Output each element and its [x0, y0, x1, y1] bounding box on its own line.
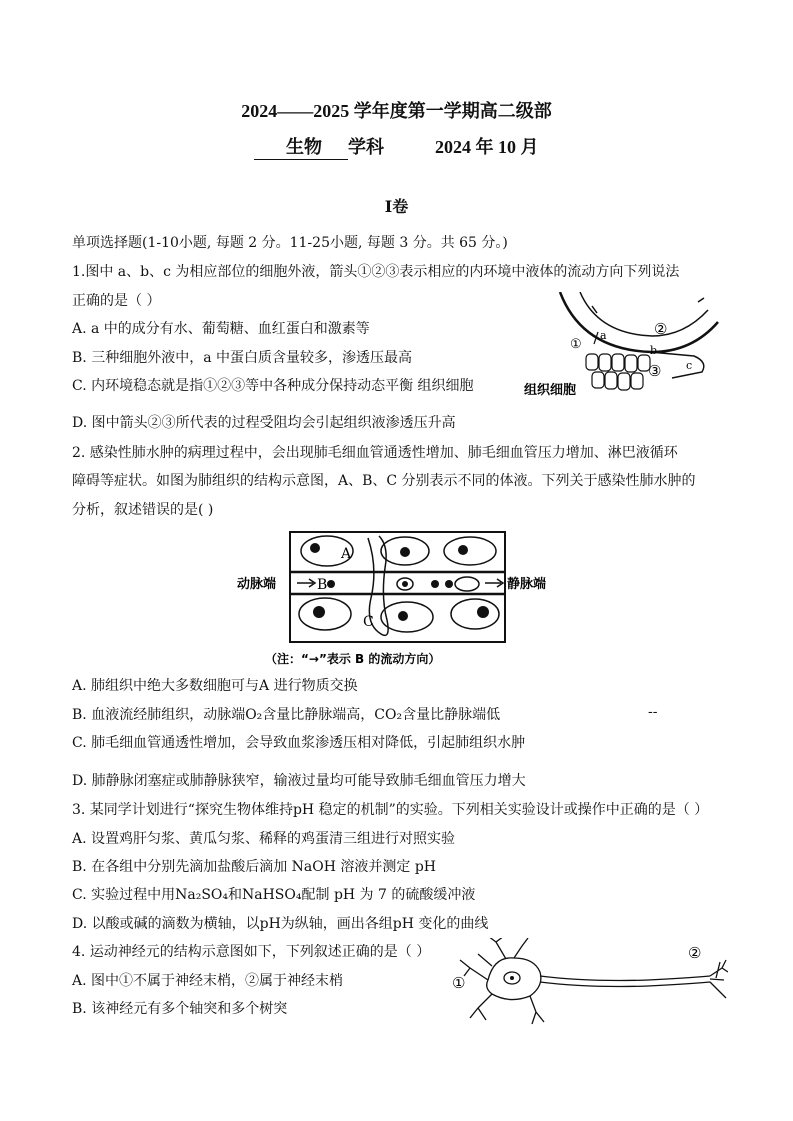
q3-option-d: D. 以酸或碱的滴数为横轴，以pH为纵轴，画出各组pH 变化的曲线 [72, 916, 489, 932]
q1-option-a: A. a 中的成分有水、葡萄糖、血红蛋白和激素等 [72, 321, 370, 337]
q1-label-b: b [650, 344, 658, 357]
q1-label-c: c [686, 359, 693, 372]
q2-caption: （注：“→”表示 B 的流动方向） [265, 652, 441, 666]
exam-title: 2024——2025 学年度第一学期高二级部 [241, 101, 552, 121]
q1-label-n1: ① [570, 337, 582, 352]
q2-option-a: A. 肺组织中绝大多数细胞可与A 进行物质交换 [72, 678, 358, 694]
q2-label-B: B [317, 577, 328, 593]
q3-option-b: B. 在各组中分别先滴加盐酸后滴加 NaOH 溶液并测定 pH [72, 859, 436, 875]
q1-label-n2: ② [654, 320, 668, 338]
q4-option-b: B. 该神经元有多个轴突和多个树突 [72, 1001, 288, 1017]
q1-option-c: C. 内环境稳态就是指①②③等中各种成分保持动态平衡 组织细胞 [72, 378, 474, 394]
q2-label-A: A [341, 546, 352, 562]
subject-name: 生物 [254, 133, 348, 160]
q4-label-n2: ② [688, 944, 702, 962]
instructions: 单项选择题(1-10小题, 每题 2 分。11-25小题, 每题 3 分。共 65 分。) [72, 235, 508, 251]
q3-option-c: C. 实验过程中用Na₂SO₄和NaHSO₄配制 pH 为 7 的硫酸缓冲液 [72, 887, 476, 903]
q4-neuron-diagram [448, 938, 728, 1026]
q1-label-tissue: 组织细胞 [524, 383, 577, 398]
q4-label-n1: ① [452, 974, 466, 992]
exam-date: 2024 年 10 月 [435, 137, 539, 157]
q1-label-n3: ③ [648, 362, 662, 380]
q1-label-a: a [600, 329, 607, 342]
q2-option-b-mark: -- [648, 704, 658, 720]
q2-option-c: C. 肺毛细血管通透性增加，会导致血浆渗透压相对降低，引起肺组织水肿 [72, 735, 526, 751]
q2-label-C: C [363, 614, 374, 630]
q2-option-b: B. 血液流经肺组织，动脉端O₂含量比静脉端高，CO₂含量比静脉端低 [72, 707, 501, 723]
q1-stem-line2: 正确的是（ ） [72, 293, 161, 309]
subject-line [254, 133, 539, 160]
q2-label-right: 静脉端 [507, 577, 547, 592]
q1-stem-line1: 1.图中 a、b、c 为相应部位的细胞外液，箭头①②③表示相应的内环境中液体的流动方向下列说法 [72, 264, 680, 280]
q2-stem-line3: 分析，叙述错误的是( ) [72, 502, 214, 518]
q1-option-d: D. 图中箭头②③所代表的过程受阻均会引起组织液渗透压升高 [72, 415, 456, 431]
q4-stem: 4. 运动神经元的结构示意图如下，下列叙述正确的是（ ） [72, 944, 431, 960]
q2-label-left: 动脉端 [237, 577, 277, 592]
q3-option-a: A. 设置鸡肝匀浆、黄瓜匀浆、稀释的鸡蛋清三组进行对照实验 [72, 831, 456, 847]
q2-stem-line2: 障碍等症状。如图为肺组织的结构示意图，A、B、C 分别表示不同的体液。下列关于感染性肺水肿的 [72, 473, 696, 489]
q3-stem: 3. 某同学计划进行“探究生物体维持pH 稳定的机制”的实验。下列相关实验设计或操作中正确的是（ ） [72, 802, 709, 818]
q2-stem-line1: 2. 感染性肺水肿的病理过程中，会出现肺毛细血管通透性增加、肺毛细血管压力增加、淋巴液循环 [72, 445, 678, 461]
q2-diagram [235, 528, 565, 670]
q1-diagram [522, 292, 722, 404]
q4-option-a: A. 图中①不属于神经末梢，②属于神经末梢 [72, 973, 344, 989]
q2-option-d: D. 肺静脉闭塞症或肺静脉狭窄，输液过量均可能导致肺毛细血管压力增大 [72, 773, 526, 789]
subject-suffix: 学科 [348, 137, 384, 157]
q1-option-b: B. 三种细胞外液中，a 中蛋白质含量较多，渗透压最高 [72, 350, 412, 366]
section-title: I卷 [384, 197, 409, 216]
